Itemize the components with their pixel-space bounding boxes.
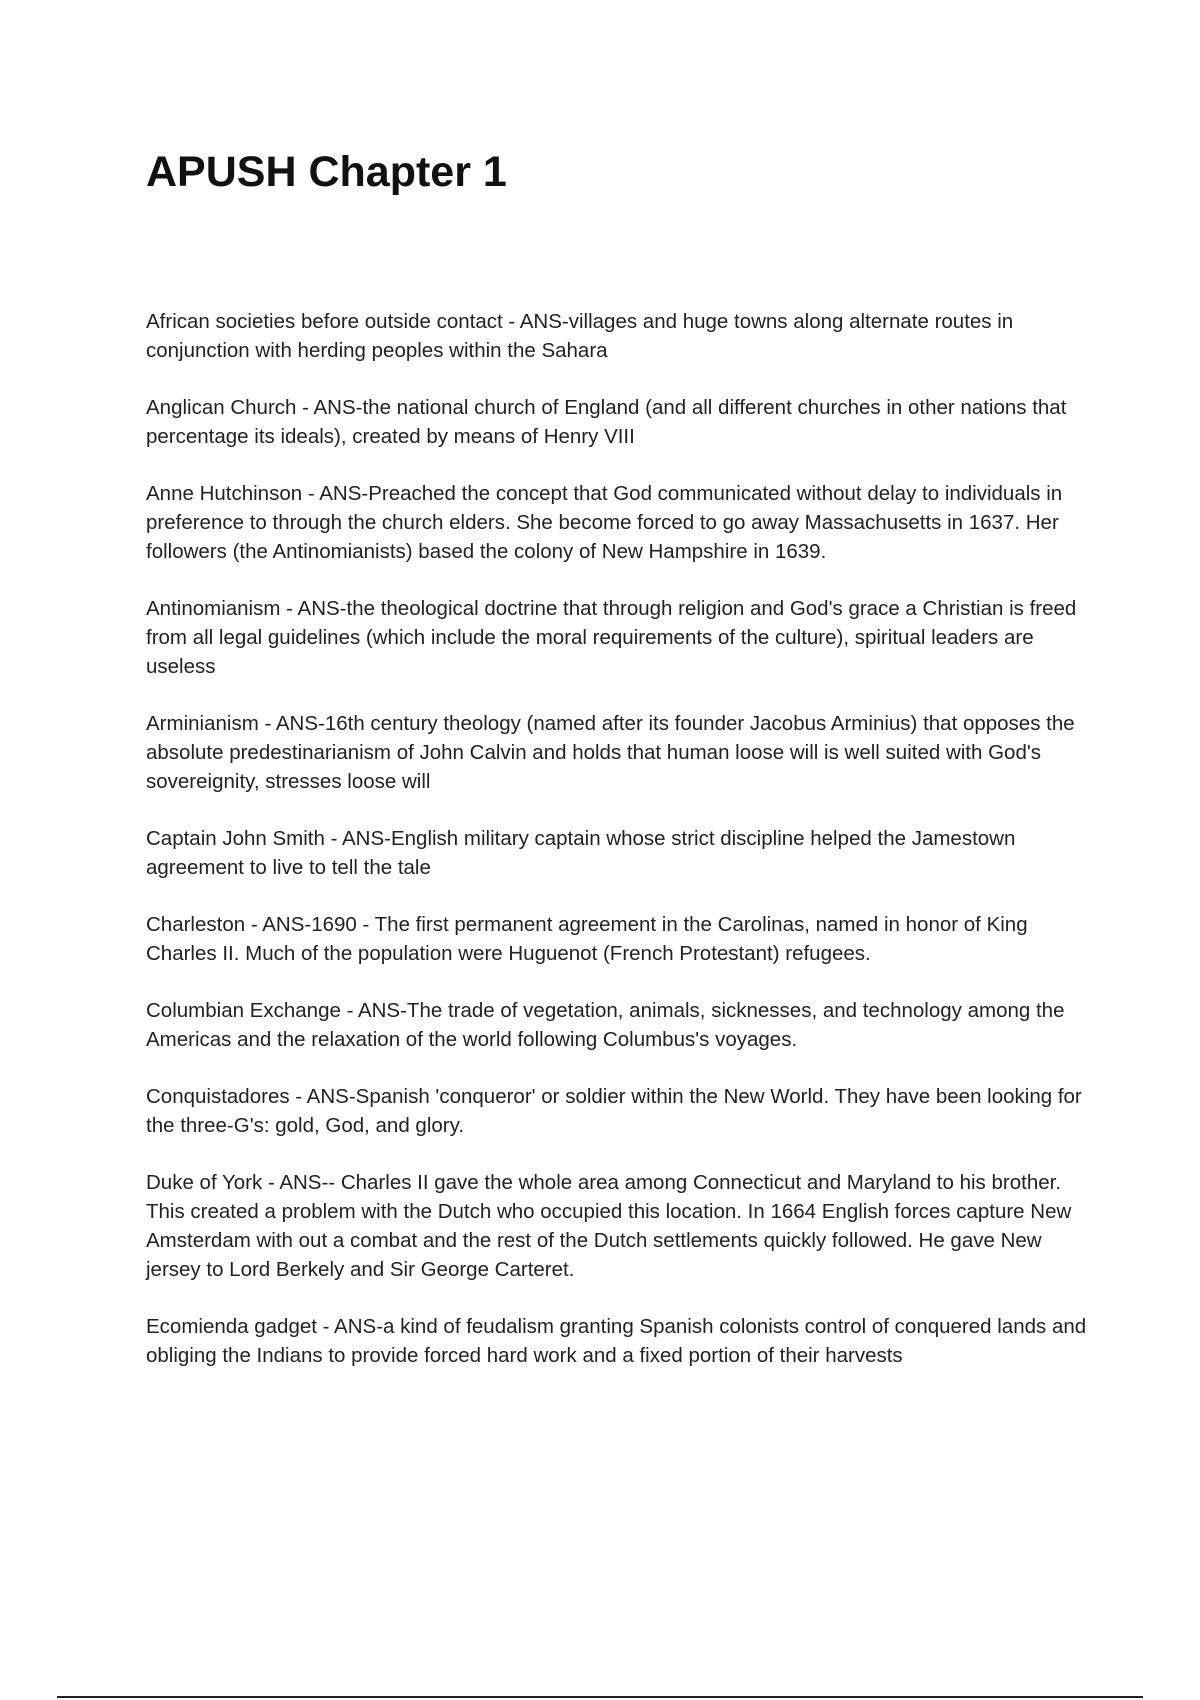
glossary-entry: Arminianism - ANS-16th century theology (named after its founder Jacobus Arminius) that opposes the absolute predestinarianism of John Calvin and holds that human loose will is well suited with God's sovereignity, stresses loose will — [146, 712, 1075, 793]
glossary-list — [146, 307, 1096, 1398]
glossary-entry: African societies before outside contact - ANS-villages and huge towns along alternate routes in conjunction with herding peoples within the Sahara — [146, 310, 1014, 362]
glossary-entry: Ecomienda gadget - ANS-a kind of feudalism granting Spanish colonists control of conquered lands and obliging the Indians to provide forced hard work and a fixed portion of their harvests — [146, 1315, 1087, 1367]
glossary-entry: Captain John Smith - ANS-English military captain whose strict discipline helped the Jamestown agreement to live to tell the tale — [146, 827, 1016, 879]
glossary-entry: Charleston - ANS-1690 - The first permanent agreement in the Carolinas, named in honor of King Charles II. Much of the population were Huguenot (French Protestant) refugees. — [146, 913, 1028, 965]
glossary-entry: Anne Hutchinson - ANS-Preached the concept that God communicated without delay to individuals in preference to through the church elders. She become forced to go away Massachusetts in 1637. Her followers (the Antinomianists) based the colony of New Hampshire in 1639. — [146, 482, 1063, 563]
glossary-entry: Anglican Church - ANS-the national church of England (and all different churches in other nations that percentage its ideals), created by means of Henry VIII — [146, 396, 1067, 448]
glossary-entry: Columbian Exchange - ANS-The trade of vegetation, animals, sicknesses, and technology among the Americas and the relaxation of the world following Columbus's voyages. — [146, 999, 1065, 1051]
bottom-divider — [57, 1696, 1143, 1698]
glossary-entry: Antinomianism - ANS-the theological doctrine that through religion and God's grace a Christian is freed from all legal guidelines (which include the moral requirements of the culture), spiritual leaders are useless — [146, 597, 1077, 678]
glossary-entry: Conquistadores - ANS-Spanish 'conqueror' or soldier within the New World. They have been looking for the three-G's: gold, God, and glory. — [146, 1085, 1082, 1137]
page-title: APUSH Chapter 1 — [146, 148, 507, 196]
glossary-entry: Duke of York - ANS-- Charles II gave the whole area among Connecticut and Maryland to his brother. This created a problem with the Dutch who occupied this location. In 1664 English forces capture New Amsterdam with out a combat and the rest of the Dutch settlements quickly followed. He gave New jersey to Lord Berkely and Sir George Carteret. — [146, 1171, 1072, 1281]
